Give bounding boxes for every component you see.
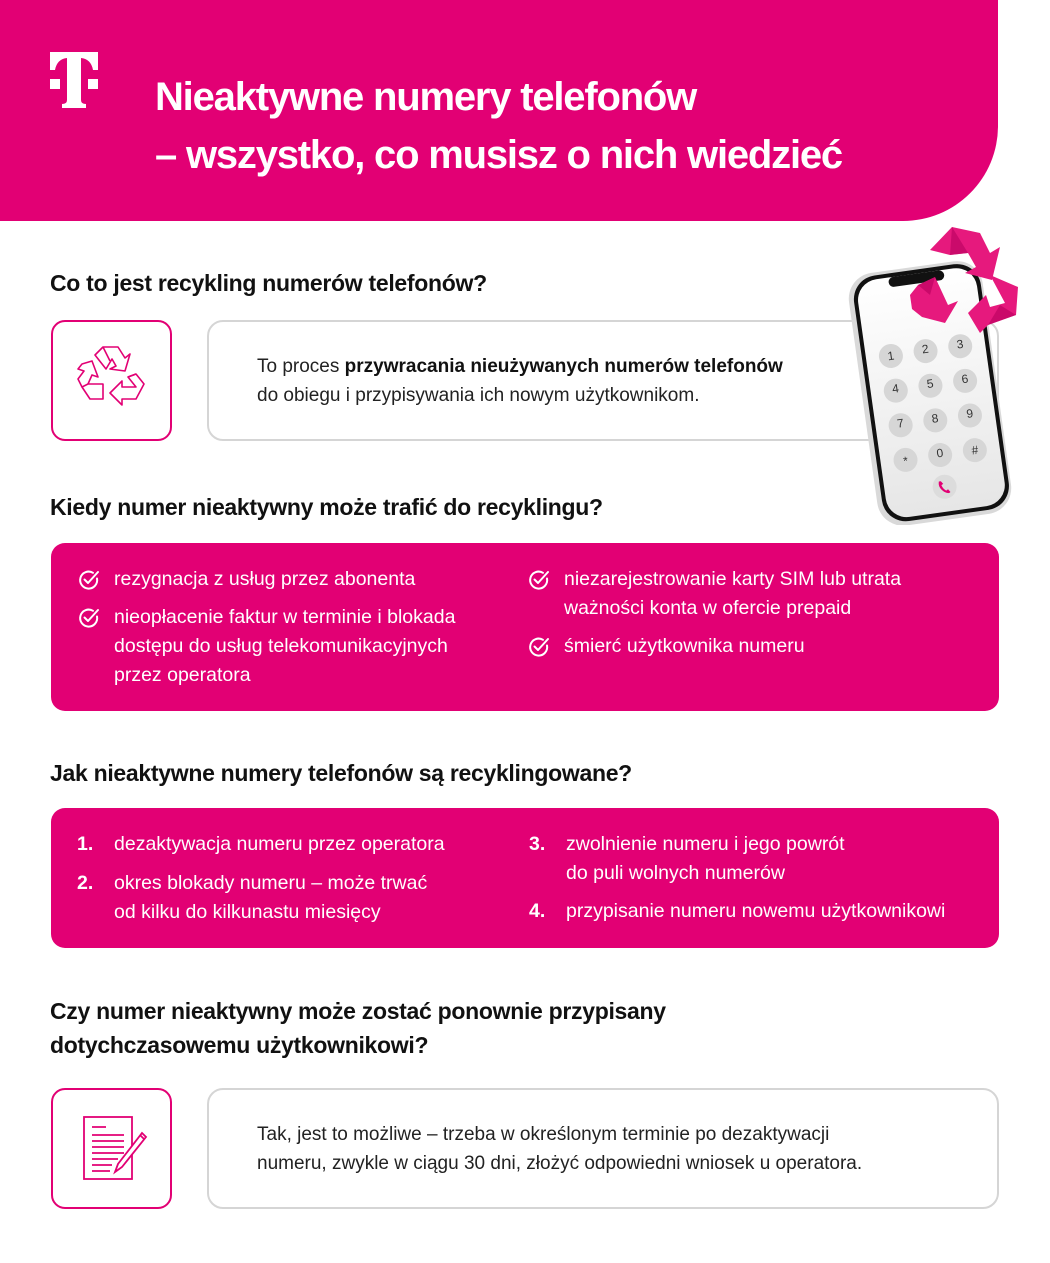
svg-text:3: 3 [955, 336, 965, 352]
step-text: od kilku do kilkunastu miesięcy [114, 901, 381, 923]
step-text: przypisanie numeru nowemu użytkownikowi [566, 900, 946, 922]
svg-text:0: 0 [935, 445, 945, 461]
svg-text:*: * [902, 453, 909, 469]
reassignment-answer-card [207, 1088, 999, 1209]
header-banner [0, 0, 998, 221]
condition-text: ważności konta w ofercie prepaid [564, 597, 852, 619]
recycling-conditions-box [51, 543, 999, 711]
title-line-2: – wszystko, co musisz o nich wiedzieć [155, 133, 842, 177]
heading-line-2: dotychczasowemu użytkownikowi? [50, 1032, 429, 1058]
heading-line-1: Czy numer nieaktywny może zostać ponownie przypisany [50, 998, 666, 1024]
step-number: 2. [77, 872, 94, 894]
definition-line-2: do obiegu i przypisywania ich nowym użytkownikom. [257, 384, 700, 406]
condition-text: rezygnacja z usług przez abonenta [114, 568, 416, 590]
page-title [155, 68, 842, 184]
svg-text:#: # [970, 442, 980, 458]
svg-text:5: 5 [925, 376, 935, 392]
recycle-icon-box [51, 320, 172, 441]
recycle-icon [70, 339, 154, 423]
phone-keypad-illustration [840, 225, 1030, 525]
step-number: 3. [529, 833, 546, 855]
document-pen-icon [70, 1107, 154, 1191]
document-icon-box [51, 1088, 172, 1209]
answer-line-1: Tak, jest to możliwe – trzeba w określonym terminie po dezaktywacji [257, 1123, 830, 1145]
svg-text:6: 6 [960, 371, 970, 387]
section-heading-when-recycled: Kiedy numer nieaktywny może trafić do recyklingu? [50, 494, 603, 520]
step-text: dezaktywacja numeru przez operatora [114, 833, 445, 855]
svg-text:7: 7 [896, 415, 905, 431]
condition-item [78, 603, 455, 690]
condition-item [528, 565, 901, 623]
step-item [77, 869, 427, 927]
svg-text:8: 8 [930, 411, 940, 426]
definition-prefix: To proces [257, 355, 345, 377]
svg-text:9: 9 [965, 406, 974, 421]
check-circle-icon [528, 569, 550, 591]
telekom-logo-icon [48, 50, 100, 110]
condition-item [78, 565, 415, 594]
section-heading-how-recycled: Jak nieaktywne numery telefonów są recyklingowane? [50, 760, 632, 786]
condition-item [528, 632, 805, 661]
svg-text:4: 4 [891, 381, 900, 397]
check-circle-icon [78, 607, 100, 629]
recycling-steps-box [51, 808, 999, 948]
step-text: zwolnienie numeru i jego powrót [566, 833, 845, 855]
check-circle-icon [528, 636, 550, 658]
condition-text: przez operatora [114, 664, 251, 686]
answer-line-2: numeru, zwykle w ciągu 30 dni, złożyć odpowiedni wniosek u operatora. [257, 1152, 863, 1174]
title-line-1: Nieaktywne numery telefonów [155, 75, 697, 119]
step-number: 4. [529, 900, 546, 922]
step-text: okres blokady numeru – może trwać [114, 872, 428, 894]
condition-text: dostępu do usług telekomunikacyjnych [114, 635, 448, 657]
condition-text: niezarejestrowanie karty SIM lub utrata [564, 568, 902, 590]
check-circle-icon [78, 569, 100, 591]
section-heading-what-is-recycling: Co to jest recykling numerów telefonów? [50, 270, 487, 296]
section-heading-reassignment [50, 994, 666, 1062]
condition-text: śmierć użytkownika numeru [564, 635, 805, 657]
step-item [529, 830, 845, 888]
step-text: do puli wolnych numerów [566, 862, 785, 884]
step-number: 1. [77, 833, 94, 855]
step-item [77, 830, 445, 859]
condition-text: nieopłacenie faktur w terminie i blokada [114, 606, 456, 628]
svg-text:2: 2 [921, 341, 930, 357]
step-item [529, 897, 945, 926]
definition-bold: przywracania nieużywanych numerów telefonów [344, 355, 783, 377]
svg-text:1: 1 [886, 348, 896, 364]
